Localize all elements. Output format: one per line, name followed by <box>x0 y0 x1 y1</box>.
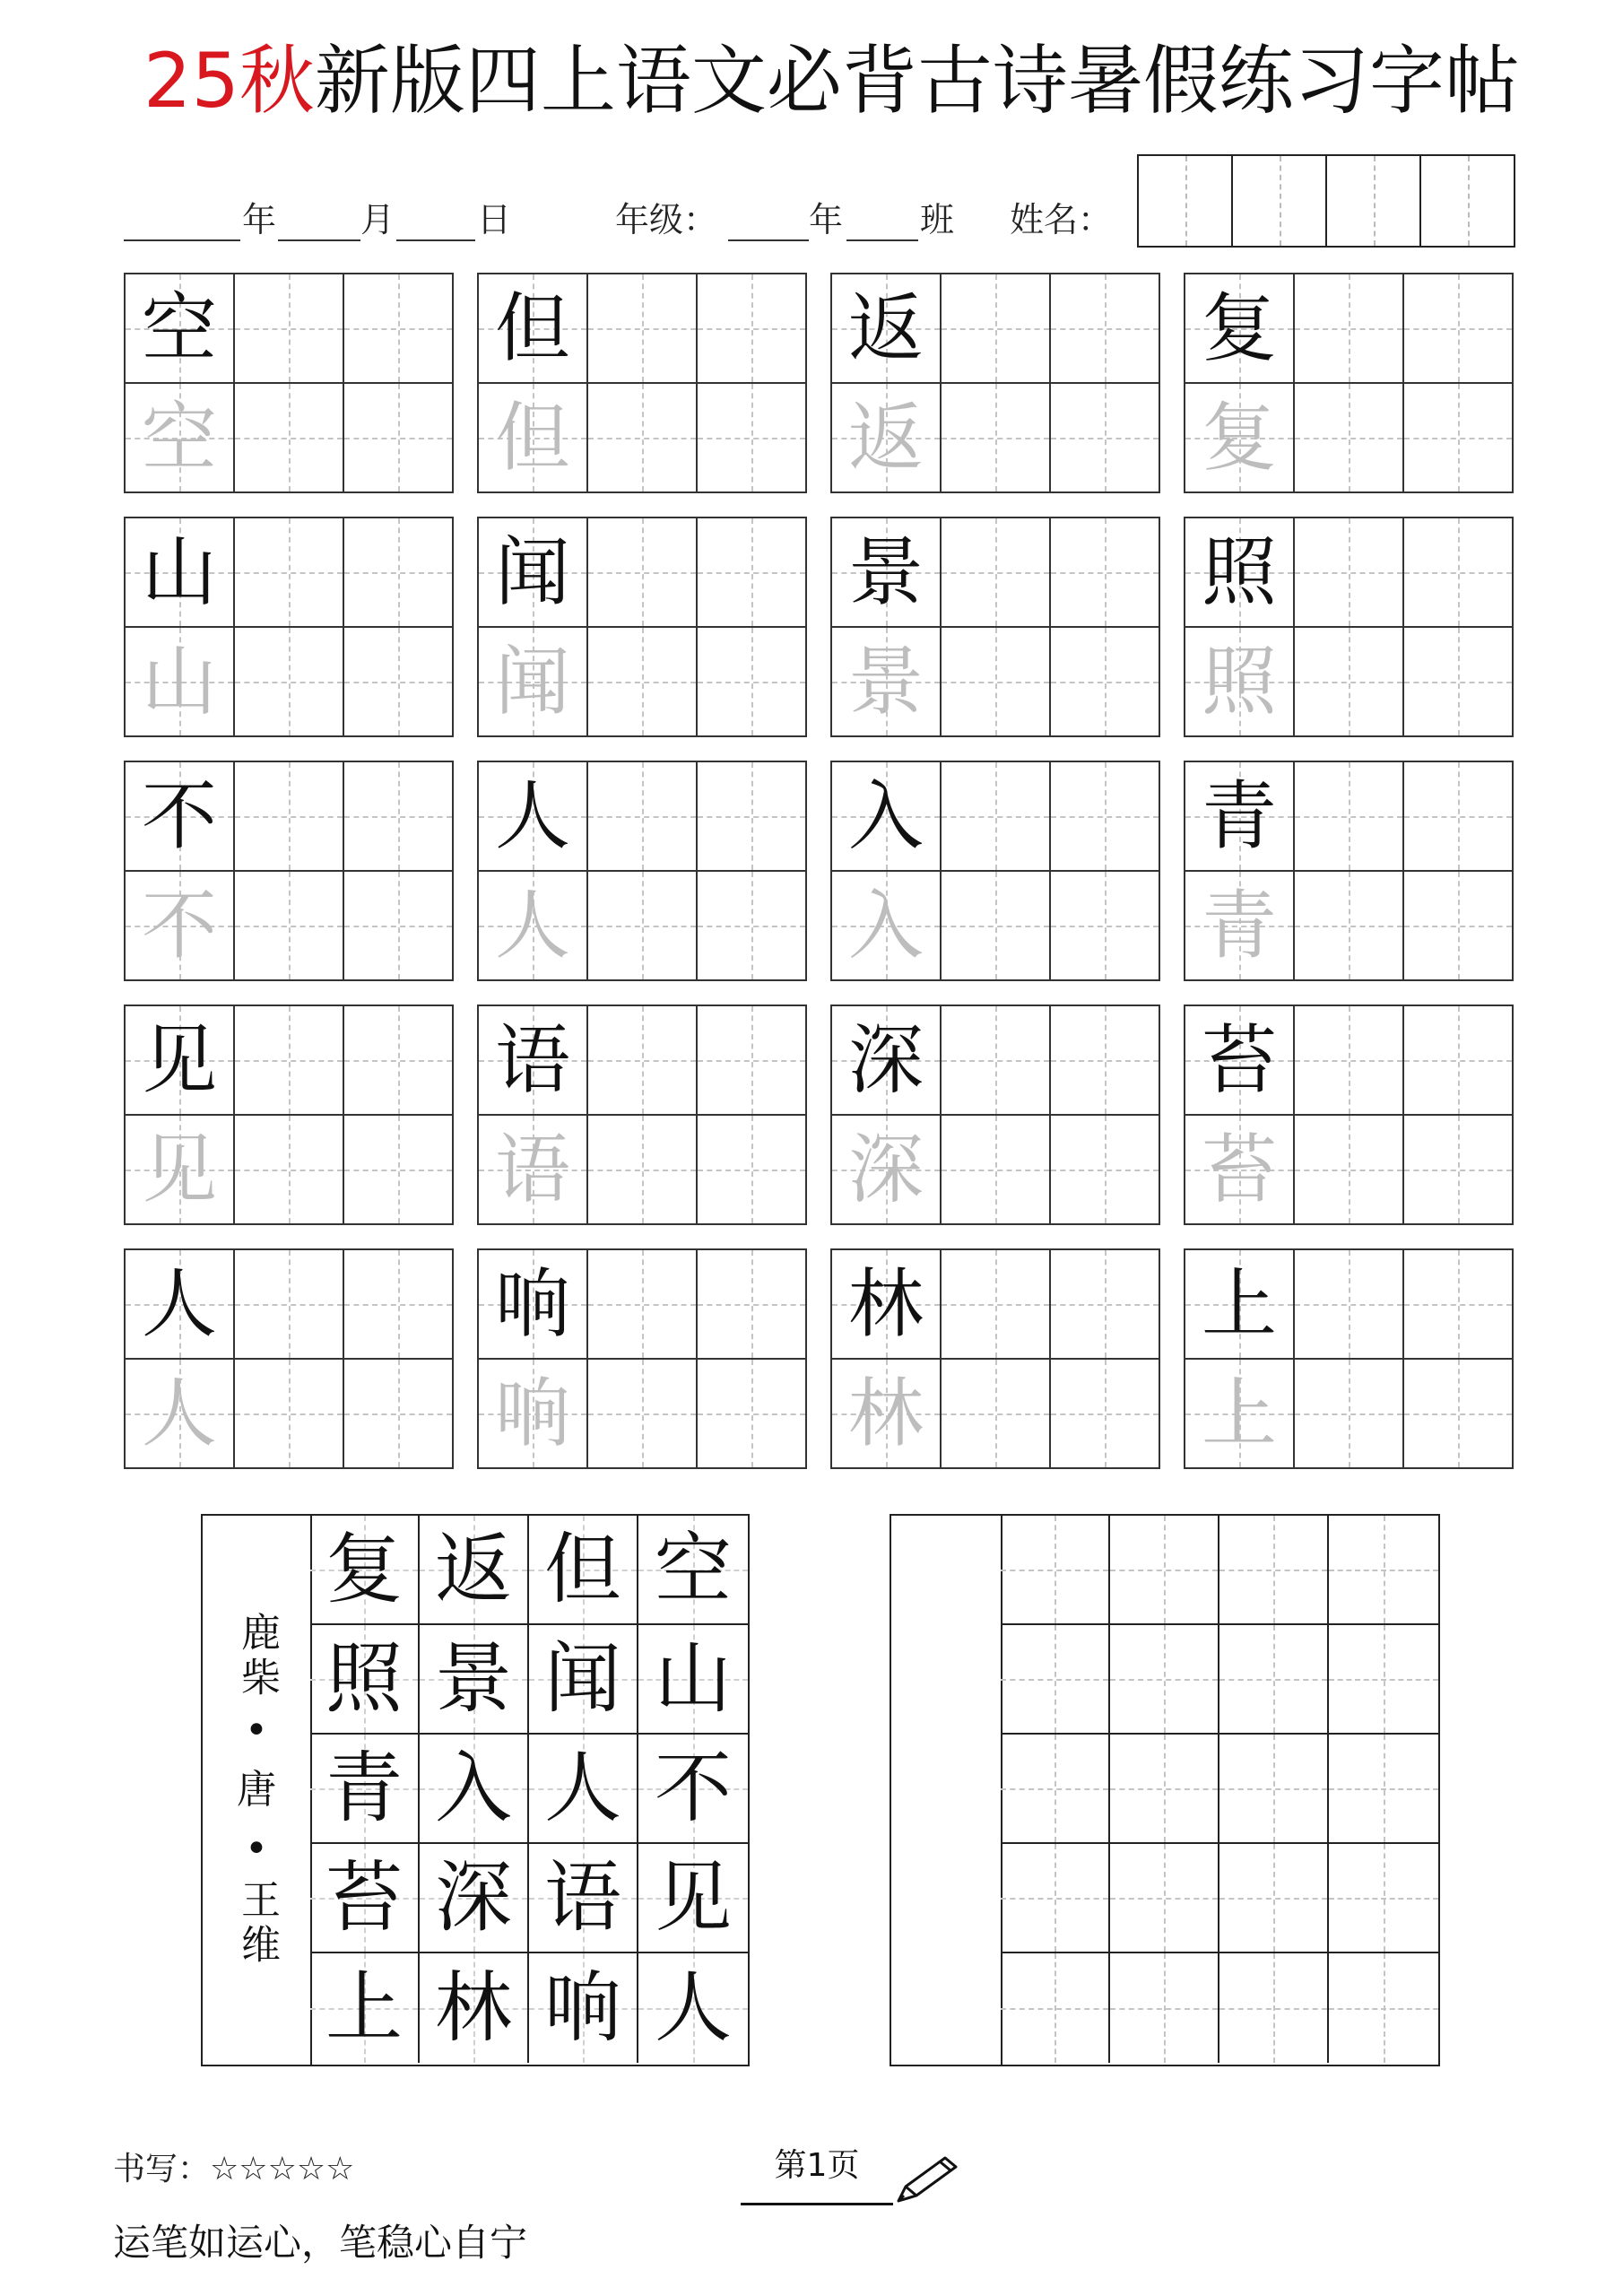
blank-practice-cell[interactable] <box>1329 1516 1438 1625</box>
blank-writing-cell[interactable] <box>1293 1114 1404 1225</box>
day-label: 日 <box>477 200 512 239</box>
blank-writing-cell[interactable] <box>586 517 698 628</box>
trace-character: 上 <box>1201 1370 1277 1457</box>
blank-writing-cell[interactable] <box>1293 761 1404 872</box>
poem-title: 鹿柴 <box>234 1612 280 1701</box>
blank-writing-cell[interactable] <box>1049 1358 1160 1469</box>
poem-character: 响 <box>544 1963 621 2053</box>
blank-writing-cell[interactable] <box>940 626 1051 737</box>
trace-character: 照 <box>1201 638 1277 726</box>
blank-practice-cell[interactable] <box>1219 1844 1329 1953</box>
model-character: 见 <box>141 1016 217 1104</box>
poem-character-cell <box>529 1625 638 1735</box>
model-character-cell <box>477 761 588 872</box>
blank-writing-cell[interactable] <box>586 870 698 981</box>
poem-character-cell <box>420 1953 529 2063</box>
blank-writing-cell[interactable] <box>940 1114 1051 1225</box>
blank-practice-cell[interactable] <box>1329 1625 1438 1735</box>
model-character: 人 <box>141 1260 217 1348</box>
blank-writing-cell[interactable] <box>343 626 454 737</box>
poem-character: 但 <box>544 1525 621 1614</box>
trace-character: 复 <box>1201 394 1277 482</box>
trace-character: 返 <box>847 394 924 482</box>
poem-character: 人 <box>655 1963 732 2053</box>
pen-icon <box>893 2152 965 2206</box>
poem-character-cell <box>529 1844 638 1953</box>
blank-writing-cell[interactable] <box>586 1004 698 1116</box>
trace-character-cell <box>477 870 588 981</box>
page-number: 第1页 <box>774 2147 860 2184</box>
blank-writing-cell[interactable] <box>940 1004 1051 1116</box>
model-character-cell <box>830 517 942 628</box>
month-blank[interactable] <box>278 239 360 241</box>
model-character-cell <box>477 517 588 628</box>
model-character-cell <box>477 1248 588 1360</box>
motto: 运笔如运心，笔稳心自宁 <box>113 2221 528 2265</box>
blank-writing-cell[interactable] <box>940 1358 1051 1469</box>
blank-writing-cell[interactable] <box>343 1004 454 1116</box>
model-character: 返 <box>847 284 924 372</box>
trace-character: 林 <box>847 1370 924 1457</box>
model-character-cell <box>124 517 235 628</box>
blank-writing-cell[interactable] <box>696 1114 807 1225</box>
trace-character: 苔 <box>1201 1126 1277 1213</box>
poem-character-cell <box>310 1625 420 1735</box>
title-highlight: 25秋 <box>143 37 315 125</box>
rating-label: 书写： <box>113 2151 211 2187</box>
trace-character-cell <box>830 382 942 493</box>
page-title <box>143 27 1542 135</box>
poem-character: 人 <box>544 1744 621 1833</box>
poem-character-cell <box>529 1735 638 1844</box>
blank-practice-cell[interactable] <box>1001 1516 1110 1625</box>
model-character-cell <box>830 761 942 872</box>
blank-writing-cell[interactable] <box>1293 870 1404 981</box>
name-box-cell[interactable] <box>1421 156 1514 246</box>
blank-writing-cell[interactable] <box>1049 870 1160 981</box>
blank-writing-cell[interactable] <box>696 517 807 628</box>
blank-writing-cell[interactable] <box>1293 1004 1404 1116</box>
trace-character-cell <box>1184 870 1295 981</box>
blank-writing-cell[interactable] <box>1402 1004 1514 1116</box>
poem-character-cell <box>638 1953 748 2063</box>
trace-character-cell <box>830 1114 942 1225</box>
blank-writing-cell[interactable] <box>696 273 807 384</box>
blank-writing-cell[interactable] <box>1402 1248 1514 1360</box>
poem-character-cell <box>420 1844 529 1953</box>
poem-separator: • <box>245 1708 268 1753</box>
model-character-cell <box>830 1004 942 1116</box>
poem-character-cell <box>420 1625 529 1735</box>
model-character: 山 <box>141 528 217 616</box>
blank-writing-cell[interactable] <box>1402 517 1514 628</box>
day-blank[interactable] <box>396 239 475 241</box>
model-character: 复 <box>1201 284 1277 372</box>
poem-character-cell <box>310 1516 420 1625</box>
poem-meta <box>203 1516 312 2065</box>
blank-writing-cell[interactable] <box>1402 382 1514 493</box>
trace-character-cell <box>477 1114 588 1225</box>
blank-practice-cell[interactable] <box>1219 1735 1329 1844</box>
blank-writing-cell[interactable] <box>1293 1248 1404 1360</box>
trace-character-cell <box>830 870 942 981</box>
trace-character: 响 <box>494 1370 570 1457</box>
poem-character: 复 <box>325 1525 403 1614</box>
blank-practice-cell[interactable] <box>1329 1953 1438 2063</box>
trace-character-cell <box>124 626 235 737</box>
poem-character: 林 <box>435 1963 512 2053</box>
blank-writing-cell[interactable] <box>696 626 807 737</box>
blank-writing-cell[interactable] <box>233 1004 344 1116</box>
blank-practice-cell[interactable] <box>1001 1953 1110 2063</box>
model-character: 响 <box>494 1260 570 1348</box>
model-character-cell <box>830 273 942 384</box>
blank-writing-cell[interactable] <box>343 1114 454 1225</box>
blank-writing-cell[interactable] <box>1049 1114 1160 1225</box>
blank-writing-cell[interactable] <box>586 1358 698 1469</box>
model-character: 青 <box>1201 772 1277 860</box>
blank-practice-cell[interactable] <box>1219 1953 1329 2063</box>
poem-character: 返 <box>435 1525 512 1614</box>
poem-character: 入 <box>435 1744 512 1833</box>
poem-character-cell <box>638 1844 748 1953</box>
trace-character: 景 <box>847 638 924 726</box>
blank-writing-cell[interactable] <box>940 870 1051 981</box>
poem-card <box>201 1514 750 2066</box>
blank-practice-cell[interactable] <box>1329 1844 1438 1953</box>
blank-practice-cell[interactable] <box>1110 1625 1219 1735</box>
blank-writing-cell[interactable] <box>343 1358 454 1469</box>
poem-character: 青 <box>325 1744 403 1833</box>
model-character-cell <box>1184 761 1295 872</box>
model-character-cell <box>477 273 588 384</box>
writing-rating <box>113 2144 354 2189</box>
blank-practice-cell[interactable] <box>1219 1516 1329 1625</box>
blank-writing-cell[interactable] <box>940 382 1051 493</box>
blank-writing-cell[interactable] <box>1049 626 1160 737</box>
trace-character-cell <box>830 626 942 737</box>
poem-character: 照 <box>325 1634 403 1724</box>
blank-writing-cell[interactable] <box>586 273 698 384</box>
model-character: 人 <box>494 772 570 860</box>
blank-writing-cell[interactable] <box>233 1114 344 1225</box>
model-character-cell <box>124 1248 235 1360</box>
rating-stars[interactable]: ☆☆☆☆☆ <box>210 2151 355 2187</box>
model-character-cell <box>124 761 235 872</box>
poem-character-cell <box>638 1625 748 1735</box>
blank-writing-cell[interactable] <box>343 382 454 493</box>
model-character: 上 <box>1201 1260 1277 1348</box>
trace-character: 入 <box>847 882 924 970</box>
poem-character-cell <box>638 1516 748 1625</box>
blank-writing-cell[interactable] <box>233 382 344 493</box>
blank-writing-cell[interactable] <box>940 761 1051 872</box>
blank-writing-cell[interactable] <box>696 870 807 981</box>
blank-writing-cell[interactable] <box>233 870 344 981</box>
poem-character-cell <box>529 1953 638 2063</box>
blank-writing-cell[interactable] <box>343 273 454 384</box>
trace-character-cell <box>124 870 235 981</box>
trace-character: 深 <box>847 1126 924 1213</box>
blank-writing-cell[interactable] <box>233 273 344 384</box>
trace-character: 不 <box>141 882 217 970</box>
blank-writing-cell[interactable] <box>696 761 807 872</box>
title-main: 新版四上语文必背古诗暑假练习字帖 <box>314 37 1520 125</box>
blank-writing-cell[interactable] <box>1049 273 1160 384</box>
poem-dynasty: 唐 <box>237 1767 276 1813</box>
blank-writing-cell[interactable] <box>696 1358 807 1469</box>
blank-practice-grid <box>890 1514 1440 2066</box>
trace-character-cell <box>830 1358 942 1469</box>
blank-writing-cell[interactable] <box>1049 1004 1160 1116</box>
trace-character: 闻 <box>494 638 570 726</box>
blank-writing-cell[interactable] <box>586 626 698 737</box>
model-character: 空 <box>141 284 217 372</box>
blank-writing-cell[interactable] <box>586 382 698 493</box>
model-character-cell <box>1184 517 1295 628</box>
name-label: 姓名： <box>1010 200 1113 239</box>
blank-writing-cell[interactable] <box>696 382 807 493</box>
trace-character: 山 <box>141 638 217 726</box>
blank-practice-cell[interactable] <box>1001 1625 1110 1735</box>
blank-writing-cell[interactable] <box>233 1248 344 1360</box>
blank-writing-cell[interactable] <box>1049 382 1160 493</box>
trace-character-cell <box>124 1358 235 1469</box>
trace-character-cell <box>1184 626 1295 737</box>
name-box-cell[interactable] <box>1327 156 1421 246</box>
poem-character-cell <box>420 1735 529 1844</box>
name-box-cell[interactable] <box>1233 156 1327 246</box>
blank-writing-cell[interactable] <box>1402 626 1514 737</box>
blank-writing-cell[interactable] <box>1402 761 1514 872</box>
blank-writing-cell[interactable] <box>940 517 1051 628</box>
blank-writing-cell[interactable] <box>696 1248 807 1360</box>
class-label: 班 <box>920 200 955 239</box>
poem-character: 深 <box>435 1853 512 1943</box>
trace-character: 空 <box>141 394 217 482</box>
trace-character: 语 <box>494 1126 570 1213</box>
blank-writing-cell[interactable] <box>1049 761 1160 872</box>
trace-character: 人 <box>141 1370 217 1457</box>
poem-character: 不 <box>655 1744 732 1833</box>
trace-character-cell <box>477 1358 588 1469</box>
model-character-cell <box>477 1004 588 1116</box>
practice-side-column[interactable] <box>891 1516 1002 2065</box>
model-character: 林 <box>847 1260 924 1348</box>
poem-author: 王维 <box>234 1879 280 1969</box>
blank-practice-cell[interactable] <box>1110 1516 1219 1625</box>
blank-writing-cell[interactable] <box>586 1114 698 1225</box>
poem-character-cell <box>310 1953 420 2063</box>
model-character-cell <box>124 1004 235 1116</box>
model-character: 但 <box>494 284 570 372</box>
poem-character: 上 <box>325 1963 403 2053</box>
poem-character: 苔 <box>325 1853 403 1943</box>
model-character: 景 <box>847 528 924 616</box>
poem-character-cell <box>529 1516 638 1625</box>
model-character: 语 <box>494 1016 570 1104</box>
trace-character: 青 <box>1201 882 1277 970</box>
blank-writing-cell[interactable] <box>1049 517 1160 628</box>
blank-practice-cell[interactable] <box>1001 1844 1110 1953</box>
poem-character-cell <box>638 1735 748 1844</box>
blank-writing-cell[interactable] <box>233 1358 344 1469</box>
blank-writing-cell[interactable] <box>696 1004 807 1116</box>
blank-practice-cell[interactable] <box>1110 1844 1219 1953</box>
year-label: 年 <box>242 200 277 239</box>
poem-character: 闻 <box>544 1634 621 1724</box>
model-character: 闻 <box>494 528 570 616</box>
blank-writing-cell[interactable] <box>343 517 454 628</box>
blank-writing-cell[interactable] <box>343 870 454 981</box>
blank-writing-cell[interactable] <box>1049 1248 1160 1360</box>
blank-writing-cell[interactable] <box>233 626 344 737</box>
blank-writing-cell[interactable] <box>233 761 344 872</box>
model-character: 苔 <box>1201 1016 1277 1104</box>
poem-character: 景 <box>435 1634 512 1724</box>
poem-character-cell <box>310 1844 420 1953</box>
model-character-cell <box>1184 273 1295 384</box>
blank-practice-cell[interactable] <box>1001 1735 1110 1844</box>
name-box-cell[interactable] <box>1139 156 1233 246</box>
model-character: 入 <box>847 772 924 860</box>
model-character: 深 <box>847 1016 924 1104</box>
trace-character-cell <box>477 626 588 737</box>
blank-practice-cell[interactable] <box>1329 1735 1438 1844</box>
blank-writing-cell[interactable] <box>1402 273 1514 384</box>
blank-writing-cell[interactable] <box>1293 382 1404 493</box>
blank-writing-cell[interactable] <box>1402 1114 1514 1225</box>
trace-character-cell <box>477 382 588 493</box>
grade-label: 年级： <box>615 200 718 239</box>
class-blank[interactable] <box>846 239 918 241</box>
blank-writing-cell[interactable] <box>1293 626 1404 737</box>
blank-writing-cell[interactable] <box>343 761 454 872</box>
blank-writing-cell[interactable] <box>940 273 1051 384</box>
poem-character-cell <box>310 1735 420 1844</box>
model-character: 照 <box>1201 528 1277 616</box>
trace-character: 人 <box>494 882 570 970</box>
blank-writing-cell[interactable] <box>1402 870 1514 981</box>
model-character-cell <box>1184 1004 1295 1116</box>
trace-character: 但 <box>494 394 570 482</box>
trace-character-cell <box>124 1114 235 1225</box>
blank-practice-cell[interactable] <box>1110 1953 1219 2063</box>
blank-writing-cell[interactable] <box>1293 273 1404 384</box>
blank-writing-cell[interactable] <box>1402 1358 1514 1469</box>
grade-year-blank[interactable] <box>728 239 809 241</box>
page-underline <box>741 2203 893 2205</box>
poem-character: 山 <box>655 1634 732 1724</box>
blank-writing-cell[interactable] <box>586 761 698 872</box>
poem-separator: • <box>245 1826 268 1872</box>
name-boxes[interactable] <box>1137 154 1515 248</box>
blank-writing-cell[interactable] <box>1293 1358 1404 1469</box>
grade-year-label: 年 <box>809 200 844 239</box>
model-character: 不 <box>141 772 217 860</box>
blank-practice-cell[interactable] <box>1110 1735 1219 1844</box>
month-label: 月 <box>360 200 395 239</box>
blank-writing-cell[interactable] <box>233 517 344 628</box>
blank-writing-cell[interactable] <box>940 1248 1051 1360</box>
poem-character: 见 <box>655 1853 732 1943</box>
poem-character: 空 <box>655 1525 732 1614</box>
poem-character-cell <box>420 1516 529 1625</box>
trace-character-cell <box>1184 1358 1295 1469</box>
model-character-cell <box>124 273 235 384</box>
trace-character-cell <box>1184 382 1295 493</box>
blank-practice-cell[interactable] <box>1219 1625 1329 1735</box>
blank-writing-cell[interactable] <box>586 1248 698 1360</box>
poem-character: 语 <box>544 1853 621 1943</box>
trace-character-cell <box>124 382 235 493</box>
year-blank[interactable] <box>124 239 240 241</box>
model-character-cell <box>1184 1248 1295 1360</box>
trace-character: 见 <box>141 1126 217 1213</box>
blank-writing-cell[interactable] <box>343 1248 454 1360</box>
model-character-cell <box>830 1248 942 1360</box>
blank-writing-cell[interactable] <box>1293 517 1404 628</box>
trace-character-cell <box>1184 1114 1295 1225</box>
